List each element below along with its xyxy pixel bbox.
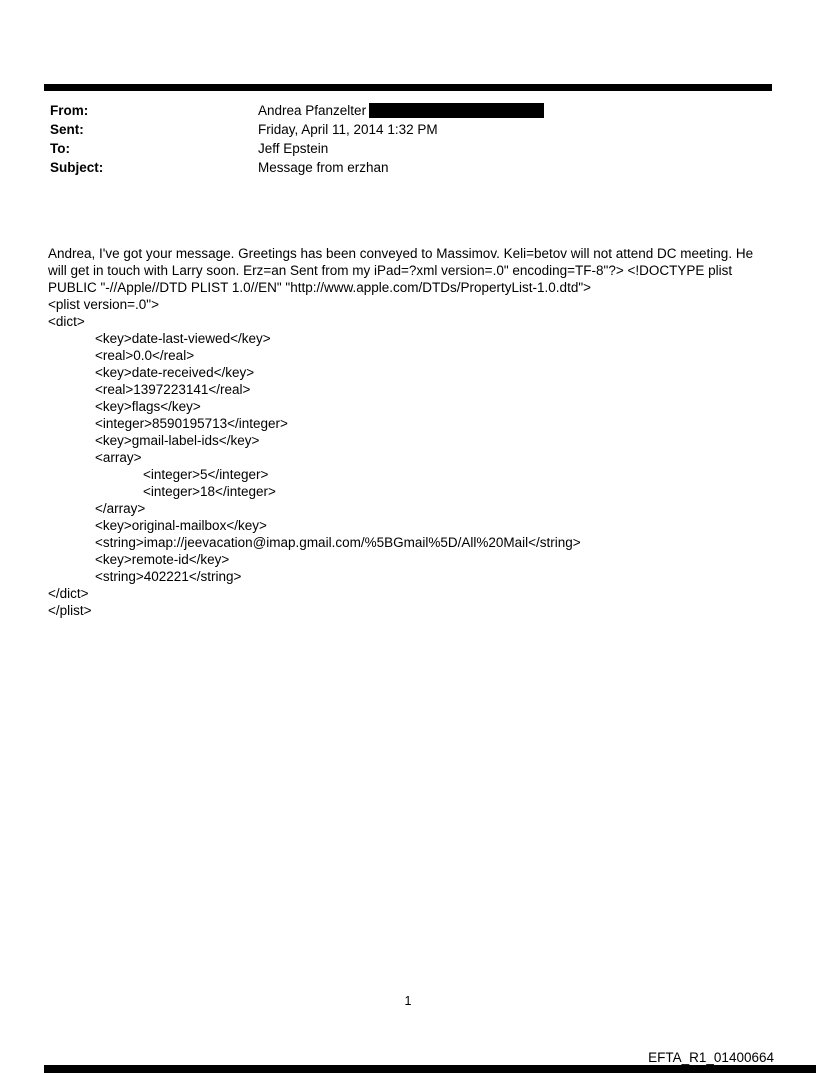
- header-row-to: [50, 139, 772, 158]
- sent-label: Sent:: [50, 122, 84, 137]
- email-header: [50, 101, 772, 177]
- sent-value: Friday, April 11, 2014 1:32 PM: [258, 122, 438, 137]
- bates-number: EFTA_R1_01400664: [648, 1050, 774, 1065]
- plist-line: <string>imap://jeevacation@imap.gmail.com/%5BGmail%5D/All%20Mail</string>: [95, 535, 581, 550]
- redaction-bar: [369, 103, 544, 118]
- bottom-rule: [44, 1065, 816, 1073]
- subject-label: Subject:: [50, 160, 104, 175]
- header-row-sent: [50, 120, 772, 139]
- plist-line: <key>original-mailbox</key>: [95, 518, 267, 533]
- plist-line: <real>1397223141</real>: [95, 382, 251, 397]
- to-label: To:: [50, 141, 70, 156]
- subject-value: Message from erzhan: [258, 160, 389, 175]
- from-label: From:: [50, 103, 89, 118]
- plist-line: </array>: [95, 501, 146, 516]
- plist-line: </dict>: [48, 586, 89, 601]
- email-body: [48, 245, 772, 619]
- plist-line: </plist>: [48, 603, 92, 618]
- plist-line: <plist version=.0">: [48, 297, 159, 312]
- plist-line: <key>date-received</key>: [95, 365, 255, 380]
- plist-line: <array>: [95, 450, 142, 465]
- plist-line: <key>gmail-label-ids</key>: [95, 433, 260, 448]
- header-row-from: [50, 101, 772, 120]
- plist-line: <real>0.0</real>: [95, 348, 195, 363]
- header-row-subject: [50, 158, 772, 177]
- plist-line: <integer>5</integer>: [143, 467, 269, 482]
- top-rule: [44, 84, 772, 91]
- plist-line: <integer>8590195713</integer>: [95, 416, 288, 431]
- plist-line: <string>402221</string>: [95, 569, 242, 584]
- plist-line: <key>remote-id</key>: [95, 552, 230, 567]
- to-value: Jeff Epstein: [258, 141, 329, 156]
- plist-line: <dict>: [48, 314, 85, 329]
- page-number: 1: [404, 994, 412, 1008]
- plist-line: <integer>18</integer>: [143, 484, 276, 499]
- body-paragraph: Andrea, I've got your message. Greetings has been conveyed to Massimov. Keli=betov will not attend DC meeting. He will get in touch with Larry soon. Erz=an Sent from my iPad=?xml version=.0" encoding=TF-8"?> <!DOCTYPE plist PUBLIC "-//Apple//DTD PLIST 1.0//EN" "http://www.apple.com/DTDs/PropertyList-1.0.dtd">: [48, 246, 754, 295]
- from-value: Andrea Pfanzelter: [258, 103, 367, 118]
- plist-line: <key>date-last-viewed</key>: [95, 331, 271, 346]
- plist-line: <key>flags</key>: [95, 399, 201, 414]
